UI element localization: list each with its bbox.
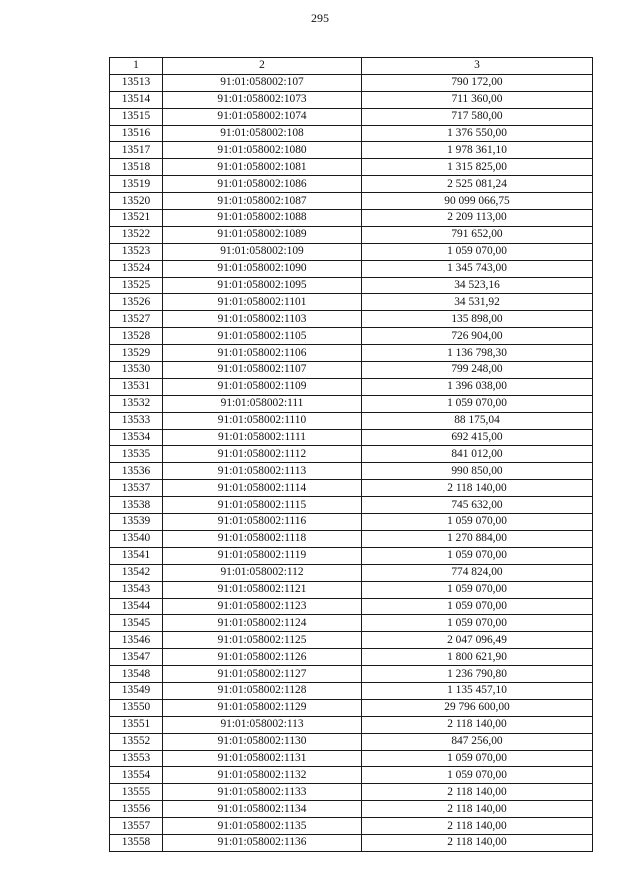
cell-value: 88 175,04 (362, 412, 593, 429)
cell-value: 1 059 070,00 (362, 395, 593, 412)
cell-value: 1 396 038,00 (362, 378, 593, 395)
cell-value: 1 059 070,00 (362, 243, 593, 260)
cell-cadastral-number: 91:01:058002:1132 (163, 767, 362, 784)
cell-cadastral-number: 91:01:058002:1130 (163, 733, 362, 750)
table-row (110, 615, 593, 632)
cell-value: 2 118 140,00 (362, 716, 593, 733)
registry-table (109, 57, 593, 852)
cell-cadastral-number: 91:01:058002:1124 (163, 615, 362, 632)
cell-row-number: 13531 (110, 378, 163, 395)
cell-cadastral-number: 91:01:058002:1074 (163, 108, 362, 125)
cell-cadastral-number: 91:01:058002:1129 (163, 699, 362, 716)
cell-value: 2 525 081,24 (362, 176, 593, 193)
cell-row-number: 13541 (110, 547, 163, 564)
table-row (110, 277, 593, 294)
cell-row-number: 13556 (110, 801, 163, 818)
cell-value: 1 059 070,00 (362, 750, 593, 767)
table-row (110, 142, 593, 159)
cell-row-number: 13535 (110, 446, 163, 463)
table-row (110, 598, 593, 615)
cell-value: 1 315 825,00 (362, 159, 593, 176)
table-row (110, 446, 593, 463)
cell-row-number: 13549 (110, 682, 163, 699)
cell-row-number: 13540 (110, 530, 163, 547)
cell-row-number: 13551 (110, 716, 163, 733)
cell-row-number: 13524 (110, 260, 163, 277)
table-row (110, 345, 593, 362)
cell-cadastral-number: 91:01:058002:1127 (163, 666, 362, 683)
cell-value: 1 136 798,30 (362, 345, 593, 362)
table-row (110, 784, 593, 801)
cell-value: 1 270 884,00 (362, 530, 593, 547)
cell-row-number: 13528 (110, 328, 163, 345)
cell-row-number: 13558 (110, 834, 163, 851)
cell-value: 717 580,00 (362, 108, 593, 125)
cell-row-number: 13553 (110, 750, 163, 767)
cell-cadastral-number: 91:01:058002:1135 (163, 818, 362, 835)
table-row (110, 328, 593, 345)
cell-value: 1 059 070,00 (362, 547, 593, 564)
cell-row-number: 13521 (110, 210, 163, 227)
cell-value: 799 248,00 (362, 362, 593, 379)
cell-value: 692 415,00 (362, 429, 593, 446)
cell-value: 1 059 070,00 (362, 581, 593, 598)
cell-cadastral-number: 91:01:058002:1105 (163, 328, 362, 345)
table-row (110, 412, 593, 429)
cell-row-number: 13514 (110, 91, 163, 108)
cell-value: 2 118 140,00 (362, 834, 593, 851)
cell-value: 2 047 096,49 (362, 632, 593, 649)
table-row (110, 818, 593, 835)
table-row (110, 378, 593, 395)
table-row (110, 682, 593, 699)
cell-cadastral-number: 91:01:058002:1136 (163, 834, 362, 851)
cell-row-number: 13547 (110, 649, 163, 666)
table-row (110, 733, 593, 750)
table-row (110, 497, 593, 514)
table-row (110, 699, 593, 716)
table-row (110, 666, 593, 683)
table-row (110, 834, 593, 851)
cell-row-number: 13552 (110, 733, 163, 750)
cell-cadastral-number: 91:01:058002:1111 (163, 429, 362, 446)
cell-row-number: 13554 (110, 767, 163, 784)
cell-value: 745 632,00 (362, 497, 593, 514)
cell-cadastral-number: 91:01:058002:1073 (163, 91, 362, 108)
cell-value: 847 256,00 (362, 733, 593, 750)
cell-row-number: 13527 (110, 311, 163, 328)
table-row (110, 530, 593, 547)
cell-row-number: 13525 (110, 277, 163, 294)
table-row (110, 649, 593, 666)
table-row (110, 547, 593, 564)
cell-value: 2 118 140,00 (362, 784, 593, 801)
cell-cadastral-number: 91:01:058002:1126 (163, 649, 362, 666)
cell-cadastral-number: 91:01:058002:1107 (163, 362, 362, 379)
cell-row-number: 13548 (110, 666, 163, 683)
cell-value: 1 135 457,10 (362, 682, 593, 699)
table-row (110, 125, 593, 142)
cell-value: 841 012,00 (362, 446, 593, 463)
cell-row-number: 13516 (110, 125, 163, 142)
cell-value: 774 824,00 (362, 564, 593, 581)
cell-row-number: 13542 (110, 564, 163, 581)
cell-row-number: 13523 (110, 243, 163, 260)
cell-value: 1 059 070,00 (362, 767, 593, 784)
cell-row-number: 13522 (110, 226, 163, 243)
table-row (110, 480, 593, 497)
table-row (110, 750, 593, 767)
table-row (110, 74, 593, 91)
cell-value: 726 904,00 (362, 328, 593, 345)
cell-value: 2 118 140,00 (362, 480, 593, 497)
table-row (110, 632, 593, 649)
cell-cadastral-number: 91:01:058002:1095 (163, 277, 362, 294)
cell-row-number: 13545 (110, 615, 163, 632)
cell-value: 34 531,92 (362, 294, 593, 311)
cell-row-number: 13534 (110, 429, 163, 446)
table-row (110, 581, 593, 598)
cell-row-number: 13557 (110, 818, 163, 835)
cell-cadastral-number: 91:01:058002:1109 (163, 378, 362, 395)
cell-cadastral-number: 91:01:058002:1115 (163, 497, 362, 514)
cell-row-number: 13550 (110, 699, 163, 716)
cell-cadastral-number: 91:01:058002:1110 (163, 412, 362, 429)
cell-value: 1 236 790,80 (362, 666, 593, 683)
cell-cadastral-number: 91:01:058002:1116 (163, 514, 362, 531)
cell-row-number: 13537 (110, 480, 163, 497)
cell-row-number: 13543 (110, 581, 163, 598)
cell-cadastral-number: 91:01:058002:1112 (163, 446, 362, 463)
cell-cadastral-number: 91:01:058002:1106 (163, 345, 362, 362)
cell-cadastral-number: 91:01:058002:1087 (163, 193, 362, 210)
cell-row-number: 13532 (110, 395, 163, 412)
cell-cadastral-number: 91:01:058002:1103 (163, 311, 362, 328)
cell-row-number: 13519 (110, 176, 163, 193)
table-row (110, 463, 593, 480)
cell-cadastral-number: 91:01:058002:1125 (163, 632, 362, 649)
cell-row-number: 13544 (110, 598, 163, 615)
cell-cadastral-number: 91:01:058002:1088 (163, 210, 362, 227)
cell-row-number: 13517 (110, 142, 163, 159)
cell-row-number: 13518 (110, 159, 163, 176)
column-header-value: 3 (362, 58, 593, 75)
cell-value: 1 345 743,00 (362, 260, 593, 277)
cell-cadastral-number: 91:01:058002:1086 (163, 176, 362, 193)
cell-value: 34 523,16 (362, 277, 593, 294)
cell-cadastral-number: 91:01:058002:109 (163, 243, 362, 260)
cell-row-number: 13529 (110, 345, 163, 362)
cell-value: 1 059 070,00 (362, 598, 593, 615)
cell-cadastral-number: 91:01:058002:108 (163, 125, 362, 142)
cell-cadastral-number: 91:01:058002:1090 (163, 260, 362, 277)
cell-value: 29 796 600,00 (362, 699, 593, 716)
table-row (110, 210, 593, 227)
cell-cadastral-number: 91:01:058002:1133 (163, 784, 362, 801)
column-header-number: 1 (110, 58, 163, 75)
cell-row-number: 13513 (110, 74, 163, 91)
table-row (110, 311, 593, 328)
cell-cadastral-number: 91:01:058002:107 (163, 74, 362, 91)
cell-row-number: 13526 (110, 294, 163, 311)
cell-value: 90 099 066,75 (362, 193, 593, 210)
table-row (110, 193, 593, 210)
cell-cadastral-number: 91:01:058002:1131 (163, 750, 362, 767)
table-row (110, 716, 593, 733)
table-row (110, 108, 593, 125)
cell-row-number: 13539 (110, 514, 163, 531)
table-row (110, 801, 593, 818)
table-row (110, 260, 593, 277)
table-row (110, 294, 593, 311)
cell-cadastral-number: 91:01:058002:1121 (163, 581, 362, 598)
cell-value: 2 209 113,00 (362, 210, 593, 227)
cell-cadastral-number: 91:01:058002:1123 (163, 598, 362, 615)
cell-value: 2 118 140,00 (362, 801, 593, 818)
table-row (110, 429, 593, 446)
cell-row-number: 13515 (110, 108, 163, 125)
cell-row-number: 13555 (110, 784, 163, 801)
cell-cadastral-number: 91:01:058002:1101 (163, 294, 362, 311)
cell-row-number: 13538 (110, 497, 163, 514)
cell-cadastral-number: 91:01:058002:112 (163, 564, 362, 581)
table-row (110, 767, 593, 784)
table-row (110, 564, 593, 581)
cell-value: 1 978 361,10 (362, 142, 593, 159)
cell-cadastral-number: 91:01:058002:1113 (163, 463, 362, 480)
cell-cadastral-number: 91:01:058002:1081 (163, 159, 362, 176)
cell-value: 990 850,00 (362, 463, 593, 480)
cell-row-number: 13520 (110, 193, 163, 210)
cell-row-number: 13530 (110, 362, 163, 379)
table-row (110, 362, 593, 379)
table-row (110, 226, 593, 243)
table-row (110, 395, 593, 412)
table-row (110, 159, 593, 176)
cell-value: 1 800 621,90 (362, 649, 593, 666)
cell-row-number: 13546 (110, 632, 163, 649)
cell-cadastral-number: 91:01:058002:1114 (163, 480, 362, 497)
column-header-cadastral-number: 2 (163, 58, 362, 75)
cell-cadastral-number: 91:01:058002:111 (163, 395, 362, 412)
table-header (110, 58, 593, 75)
cell-value: 135 898,00 (362, 311, 593, 328)
table-row (110, 514, 593, 531)
cell-cadastral-number: 91:01:058002:1128 (163, 682, 362, 699)
table-row (110, 91, 593, 108)
cell-value: 790 172,00 (362, 74, 593, 91)
cell-cadastral-number: 91:01:058002:1089 (163, 226, 362, 243)
cell-cadastral-number: 91:01:058002:1134 (163, 801, 362, 818)
table-body (110, 74, 593, 851)
header-row (110, 58, 593, 75)
cell-cadastral-number: 91:01:058002:1119 (163, 547, 362, 564)
cell-value: 1 376 550,00 (362, 125, 593, 142)
cell-row-number: 13533 (110, 412, 163, 429)
page-number: 295 (311, 11, 329, 25)
cell-value: 711 360,00 (362, 91, 593, 108)
cell-cadastral-number: 91:01:058002:113 (163, 716, 362, 733)
cell-cadastral-number: 91:01:058002:1118 (163, 530, 362, 547)
cell-value: 791 652,00 (362, 226, 593, 243)
cell-value: 1 059 070,00 (362, 615, 593, 632)
cell-cadastral-number: 91:01:058002:1080 (163, 142, 362, 159)
table-row (110, 176, 593, 193)
cell-value: 2 118 140,00 (362, 818, 593, 835)
cell-value: 1 059 070,00 (362, 514, 593, 531)
cell-row-number: 13536 (110, 463, 163, 480)
table-row (110, 243, 593, 260)
